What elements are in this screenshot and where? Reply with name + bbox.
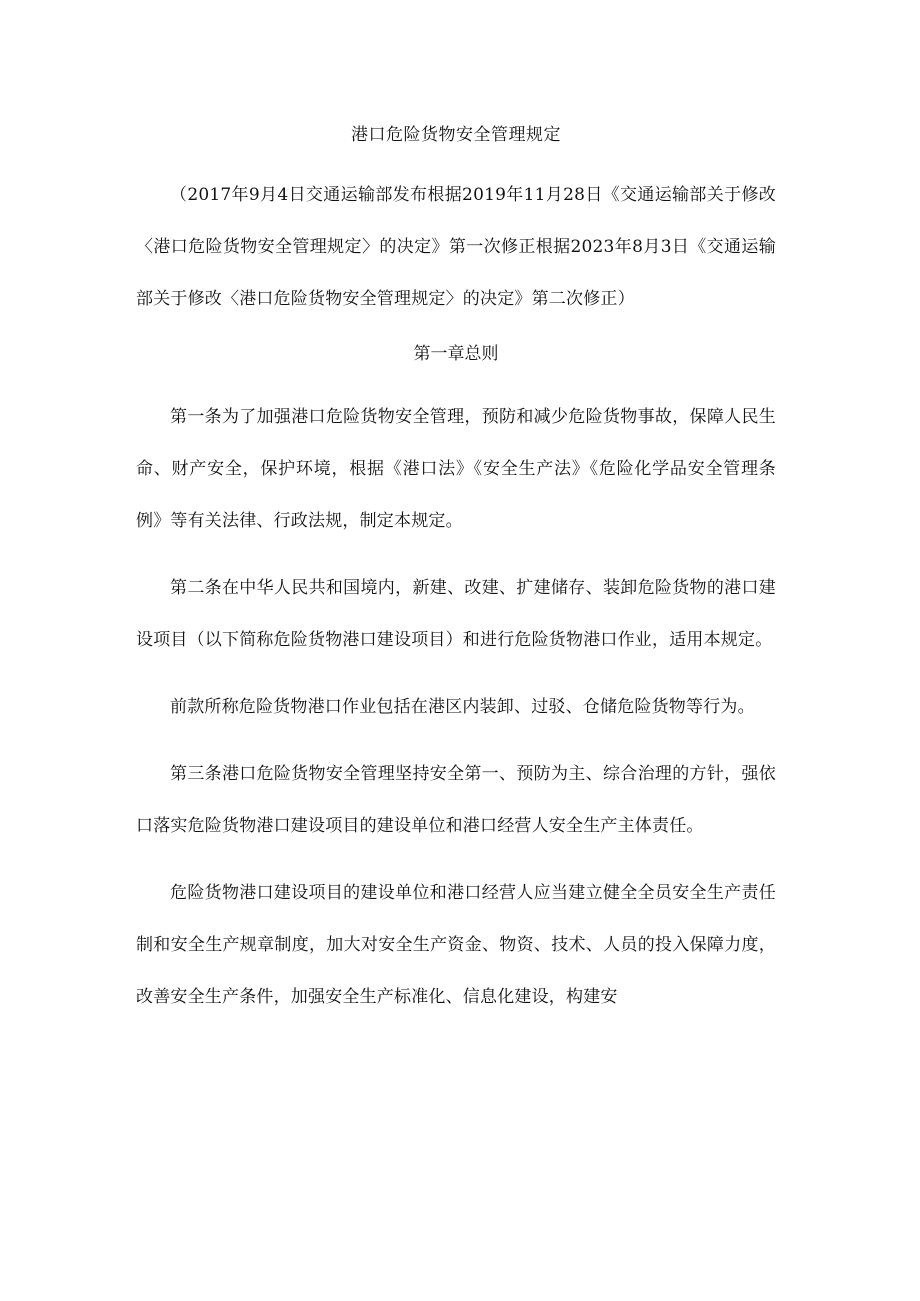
article-2-clause-paragraph: 前款所称危险货物港口作业包括在港区内装卸、过驳、仓储危险货物等行为。 <box>170 697 755 717</box>
document-body <box>136 118 776 1038</box>
article-2-paragraph: 第二条在中华人民共和国境内，新建、改建、扩建储存、装卸危险货物的港口建设项目（以下简称危险货物港口建设项目）和进行危险货物港口作业，适用本规定。 <box>136 578 776 650</box>
article-1-paragraph: 第一条为了加强港口危险货物安全管理，预防和减少危险货物事故，保障人民生命、财产安全，保护环境，根据《港口法》《安全生产法》《危险化学品安全管理条例》等有关法律、行政法规，制定本规定。 <box>136 407 776 531</box>
article-3-clause-paragraph: 危险货物港口建设项目的建设单位和港口经营人应当建立健全全员安全生产责任制和安全生产规章制度，加大对安全生产资金、物资、技术、人员的投入保障力度，改善安全生产条件，加强安全生产标准化、信息化建设，构建安 <box>136 883 776 1007</box>
document-preamble: （2017年9月4日交通运输部发布根据2019年11月28日《交通运输部关于修改〈港口危险货物安全管理规定〉的决定》第一次修正根据2023年8月3日《交通运输部关于修改〈港口危险货物安全管理规定〉的决定》第二次修正） <box>136 185 776 309</box>
document-title: 港口危险货物安全管理规定 <box>351 125 561 145</box>
chapter-heading: 第一章总则 <box>413 344 499 364</box>
article-3-paragraph: 第三条港口危险货物安全管理坚持安全第一、预防为主、综合治理的方针，强依口落实危险货物港口建设项目的建设单位和港口经营人安全生产主体责任。 <box>136 764 776 836</box>
